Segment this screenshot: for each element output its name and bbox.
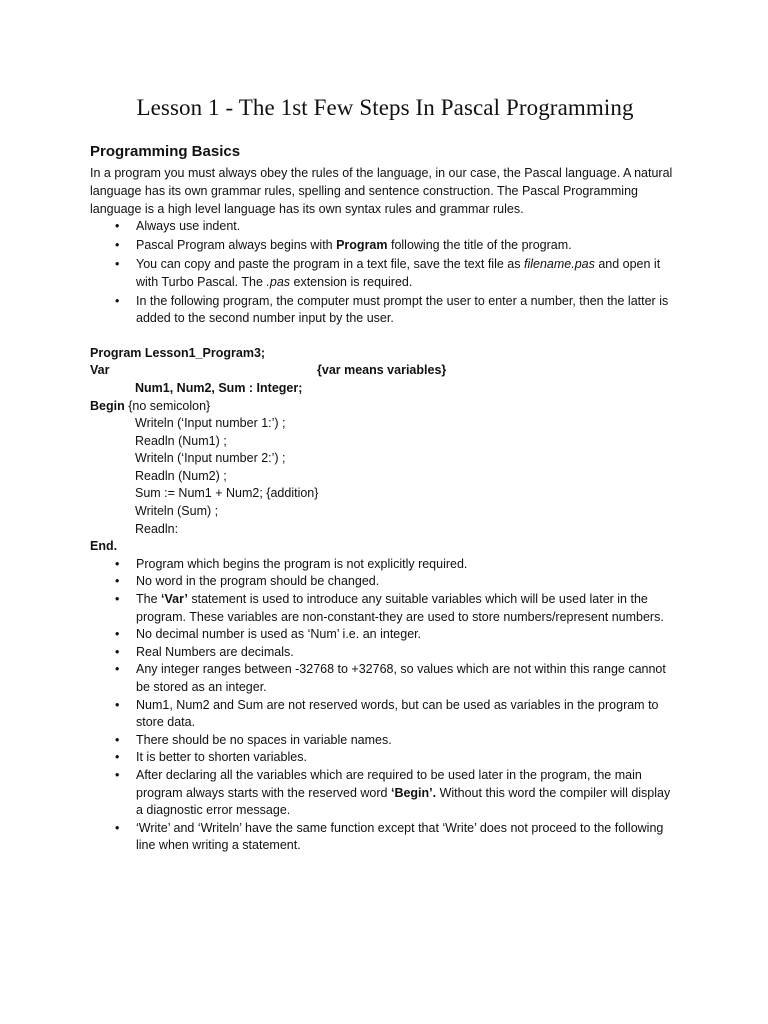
list-item: • You can copy and paste the program in a text file, save the text file as filename.pas and open it with Turbo Pascal. The .pas extension is required. [115,256,661,289]
bullet-list-notes [90,556,680,855]
code-listing [90,345,680,556]
bullet-icon: • [115,644,120,659]
list-item: • It is better to shorten variables. [90,749,680,767]
bullet-icon: • [115,574,120,589]
code-line: Readln (Num1) ; [135,433,227,448]
bullet-icon: • [115,767,120,782]
list-item: • There should be no spaces in variable names. [90,732,680,750]
code-line: Num1, Num2, Sum : Integer; [135,380,303,395]
code-line: Begin {no semicolon} [90,398,211,413]
list-item: • Program which begins the program is not explicitly required. [90,556,680,574]
list-item: • ‘Write’ and ‘Writeln’ have the same function except that ‘Write’ does not proceed to the following line when writing a statement. [115,820,664,853]
list-item: • No word in the program should be changed. [90,573,680,591]
code-line: Writeln (‘Input number 2:’) ; [135,451,286,466]
bullet-icon: • [115,697,120,712]
code-line: Readln: [135,521,179,536]
bullet-icon: • [115,293,120,308]
list-item: • The ‘Var’ statement is used to introduce any suitable variables which will be used later in the program. These variables are non-constant-they are used to store numbers/represent numbers. [115,592,664,624]
bullet-icon: • [115,750,120,765]
bullet-icon: • [115,732,120,747]
section-heading: Programming Basics [90,143,241,160]
bullet-icon: • [115,219,120,233]
intro-paragraph: In a program you must always obey the rules of the language, in our case, the Pascal language. A natural language has its own grammar rules, spelling and sentence construction. The Pascal Programming language is a high level language has its own syntax rules and grammar rules. [90,166,673,216]
bullet-icon: • [115,820,120,835]
list-item: • Num1, Num2 and Sum are not reserved words, but can be used as variables in the program to store data. [115,697,659,730]
code-line: Writeln (‘Input number 1:’) ; [135,416,286,431]
bullet-list-rules [90,218,680,328]
list-item: • Pascal Program always begins with Program following the title of the program. [90,237,680,255]
code-line: Sum := Num1 + Num2; {addition} [135,486,319,501]
list-item: • Any integer ranges between -32768 to +32768, so values which are not within this range cannot be stored as an integer. [115,662,666,695]
code-line: End. [90,539,118,554]
bullet-icon: • [115,556,120,571]
code-line: Writeln (Sum) ; [135,504,219,519]
bullet-icon: • [115,662,120,677]
code-line: Readln (Num2) ; [135,468,227,483]
bullet-icon: • [115,237,120,252]
bullet-icon: • [115,627,120,642]
bullet-icon: • [115,592,120,607]
list-item: • No decimal number is used as ‘Num’ i.e. an integer. [90,626,680,644]
list-item: • Always use indent. [90,218,680,236]
code-line: Program Lesson1_Program3; [90,345,266,360]
bullet-icon: • [115,256,120,271]
page-title: Lesson 1 - The 1st Few Steps In Pascal Programming [136,95,634,120]
list-item: • Real Numbers are decimals. [90,644,680,662]
list-item: • In the following program, the computer must prompt the user to enter a number, then the latter is added to the second number input by the user. [115,293,669,326]
code-line: Var {var means variables} [90,363,447,378]
list-item: • After declaring all the variables which are required to be used later in the program, the main program always starts with the reserved word ‘Begin’. Without this word the compiler will display a diagnostic error message. [115,767,671,818]
